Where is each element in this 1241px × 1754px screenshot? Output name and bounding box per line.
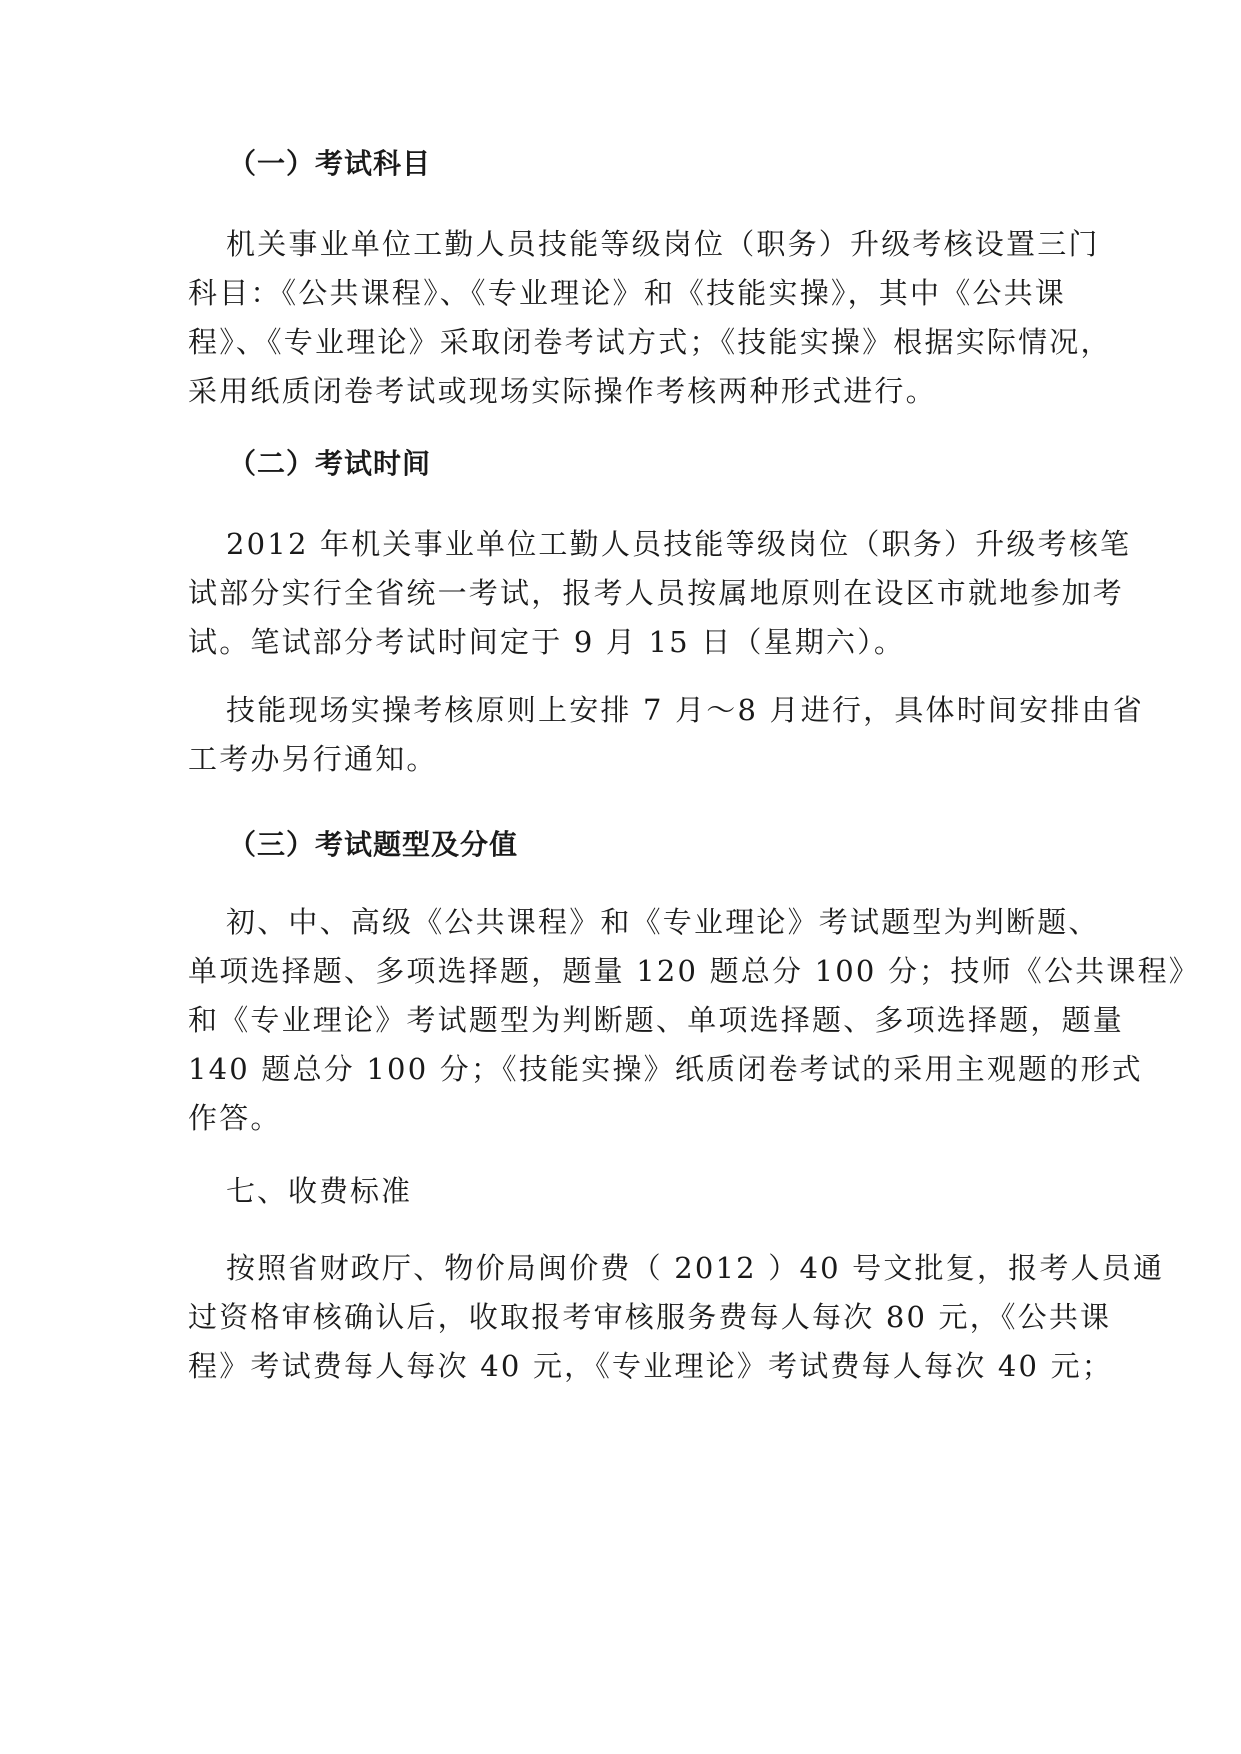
paragraph-line: 试部分实行全省统一考试，报考人员按属地原则在设区市就地参加考 (188, 576, 1125, 610)
paragraph-practical-exam (188, 686, 1144, 784)
paragraph-exam-subjects (188, 220, 1112, 416)
section-heading-question-types: （三）考试题型及分值 (228, 828, 519, 861)
paragraph-line: 单项选择题、多项选择题，题量 120 题总分 100 分；技师《公共课程》 (188, 954, 1200, 988)
paragraph-line: 2012 年机关事业单位工勤人员技能等级岗位（职务）升级考核笔 (226, 527, 1132, 561)
paragraph-fees (188, 1244, 1165, 1391)
paragraph-line: 程》、《专业理论》采取闭卷考试方式；《技能实操》根据实际情况， (188, 325, 1112, 359)
paragraph-line: 程》考试费每人每次 40 元，《专业理论》考试费每人每次 40 元； (188, 1349, 1113, 1383)
section-heading-exam-time: （二）考试时间 (228, 447, 432, 480)
paragraph-line: 作答。 (188, 1101, 282, 1135)
paragraph-line: 按照省财政厅、物价局闽价费（ 2012 ）40 号文批复，报考人员通 (226, 1251, 1165, 1285)
paragraph-line: 采用纸质闭卷考试或现场实际操作考核两种形式进行。 (188, 374, 937, 408)
paragraph-line: 初、中、高级《公共课程》和《专业理论》考试题型为判断题、 (226, 905, 1100, 939)
paragraph-line: 过资格审核确认后，收取报考审核服务费每人每次 80 元，《公共课 (188, 1300, 1112, 1334)
paragraph-line: 机关事业单位工勤人员技能等级岗位（职务）升级考核设置三门 (226, 227, 1100, 261)
paragraph-line: 工考办另行通知。 (188, 742, 438, 776)
paragraph-line: 和《专业理论》考试题型为判断题、单项选择题、多项选择题，题量 (188, 1003, 1125, 1037)
paragraph-exam-time (188, 520, 1132, 667)
paragraph-line: 科目：《公共课程》、《专业理论》和《技能实操》，其中《公共课 (188, 276, 1067, 310)
paragraph-question-types (188, 898, 1200, 1143)
paragraph-line: 140 题总分 100 分；《技能实操》纸质闭卷考试的采用主观题的形式 (188, 1052, 1143, 1086)
section-heading-fees: 七、收费标准 (226, 1174, 413, 1208)
paragraph-line: 技能现场实操考核原则上安排 7 月～8 月进行，具体时间安排由省 (226, 693, 1144, 727)
paragraph-line: 试。笔试部分考试时间定于 9 月 15 日（星期六）。 (188, 625, 906, 659)
section-heading-exam-subjects: （一）考试科目 (228, 147, 432, 180)
